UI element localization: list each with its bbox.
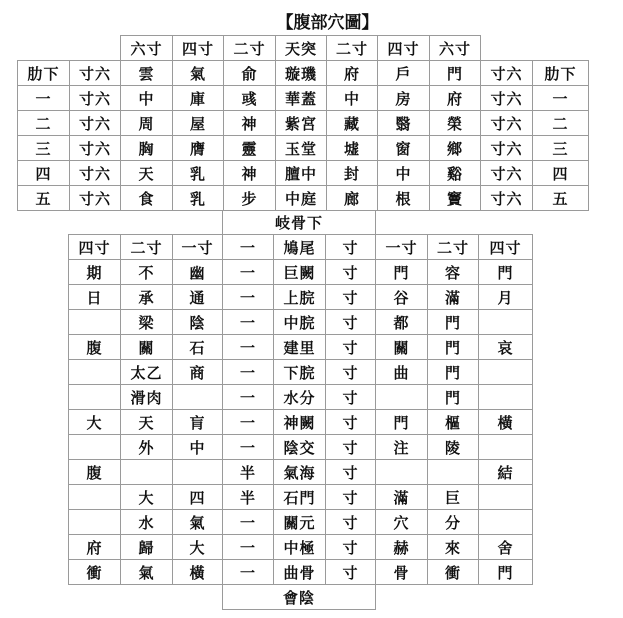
lower-table-cell: 門	[427, 384, 479, 410]
upper-table-cell: 寸六	[69, 160, 121, 186]
upper-table-cell: 一	[532, 85, 589, 111]
upper-table-cell: 寸六	[69, 110, 121, 136]
lower-table-cell: 氣	[120, 559, 173, 585]
upper-table-cell: 庫	[172, 85, 224, 111]
lower-table-cell: 一	[222, 384, 274, 410]
lower-table-cell: 寸	[325, 434, 376, 460]
lower-table-cell: 承	[120, 284, 173, 310]
lower-table-cell: 寸	[325, 559, 376, 585]
upper-table-cell: 胸	[120, 135, 173, 161]
upper-table-cell: 戶	[377, 60, 430, 86]
upper-table-cell: 府	[429, 85, 481, 111]
lower-table-cell: 一	[222, 259, 274, 285]
lower-table-cell: 一	[222, 409, 274, 435]
lower-table-cell: 寸	[325, 259, 376, 285]
lower-table-cell: 分	[427, 509, 479, 535]
lower-table-cell: 氣	[172, 509, 223, 535]
lower-table-cell: 滿	[375, 484, 428, 510]
upper-table-cell: 寸六	[480, 60, 533, 86]
upper-table-cell: 五	[532, 185, 589, 211]
lower-table-cell: 中	[172, 434, 223, 460]
lower-table-cell: 通	[172, 284, 223, 310]
upper-table-cell: 寸六	[480, 185, 533, 211]
lower-table-cell	[375, 459, 428, 485]
lower-table-cell	[68, 484, 121, 510]
lower-table-cell: 容	[427, 259, 479, 285]
lower-table-cell: 大	[120, 484, 173, 510]
lower-table-cell: 門	[427, 309, 479, 335]
lower-table-cell	[478, 484, 533, 510]
lower-table-cell: 中極	[273, 534, 326, 560]
lower-table-cell: 一	[222, 284, 274, 310]
upper-table-cell: 屋	[172, 110, 224, 136]
upper-table-cell: 根	[377, 185, 430, 211]
lower-table-cell: 水分	[273, 384, 326, 410]
middle-label-bottom: 會陰	[222, 584, 376, 610]
lower-table-cell: 外	[120, 434, 173, 460]
lower-table-cell: 橫	[172, 559, 223, 585]
lower-table-cell: 陵	[427, 434, 479, 460]
lower-table-cell: 滿	[427, 284, 479, 310]
upper-table-cell: 膻中	[275, 160, 327, 186]
lower-table-cell: 寸	[325, 534, 376, 560]
lower-table-cell	[375, 384, 428, 410]
lower-table-cell: 寸	[325, 409, 376, 435]
lower-table-cell: 門	[478, 559, 533, 585]
upper-header-cell: 二寸	[326, 35, 378, 61]
lower-table-cell: 寸	[325, 384, 376, 410]
lower-table-cell	[478, 509, 533, 535]
lower-header-cell: 一寸	[375, 234, 428, 260]
upper-table-cell: 藏	[326, 110, 378, 136]
lower-table-cell: 梁	[120, 309, 173, 335]
lower-table-cell: 門	[427, 359, 479, 385]
lower-table-cell	[68, 434, 121, 460]
upper-table-cell: 窗	[377, 135, 430, 161]
lower-table-cell: 一	[222, 509, 274, 535]
upper-table-cell: 榮	[429, 110, 481, 136]
upper-table-cell: 房	[377, 85, 430, 111]
lower-table-cell: 肓	[172, 409, 223, 435]
upper-table-cell: 寸六	[69, 85, 121, 111]
lower-table-cell	[478, 309, 533, 335]
page-title: 【腹部穴圖】	[276, 13, 379, 33]
lower-table-cell: 月	[478, 284, 533, 310]
lower-table-cell: 中脘	[273, 309, 326, 335]
upper-table-cell: 三	[17, 135, 70, 161]
lower-table-cell: 衝	[68, 559, 121, 585]
upper-table-cell: 五	[17, 185, 70, 211]
upper-table-cell: 寸六	[480, 85, 533, 111]
upper-header-cell: 四寸	[377, 35, 430, 61]
upper-header-cell: 四寸	[172, 35, 224, 61]
upper-table-cell: 中	[326, 85, 378, 111]
upper-table-cell: 步	[223, 185, 276, 211]
lower-table-cell: 大	[68, 409, 121, 435]
lower-table-cell: 都	[375, 309, 428, 335]
upper-table-cell: 寸六	[69, 135, 121, 161]
lower-header-cell: 一寸	[172, 234, 223, 260]
lower-table-cell: 寸	[325, 484, 376, 510]
upper-table-cell: 乳	[172, 185, 224, 211]
lower-table-cell: 寸	[325, 459, 376, 485]
lower-table-cell: 衝	[427, 559, 479, 585]
lower-header-cell: 一	[222, 234, 274, 260]
upper-table-cell: 竇	[429, 185, 481, 211]
upper-table-cell: 雲	[120, 60, 173, 86]
lower-table-cell: 門	[427, 334, 479, 360]
upper-table-cell: 紫宮	[275, 110, 327, 136]
lower-table-cell: 腹	[68, 459, 121, 485]
lower-table-cell: 半	[222, 484, 274, 510]
lower-header-cell: 寸	[325, 234, 376, 260]
lower-table-cell: 關	[375, 334, 428, 360]
lower-header-cell: 鳩尾	[273, 234, 326, 260]
lower-table-cell: 谷	[375, 284, 428, 310]
upper-table-cell: 肋下	[532, 60, 589, 86]
upper-table-cell: 墟	[326, 135, 378, 161]
lower-table-cell: 哀	[478, 334, 533, 360]
lower-table-cell: 四	[172, 484, 223, 510]
lower-table-cell: 寸	[325, 309, 376, 335]
lower-table-cell: 神闕	[273, 409, 326, 435]
lower-table-cell: 一	[222, 359, 274, 385]
lower-table-cell: 結	[478, 459, 533, 485]
lower-table-cell: 巨闕	[273, 259, 326, 285]
lower-table-cell: 寸	[325, 284, 376, 310]
lower-table-cell: 石	[172, 334, 223, 360]
lower-table-cell: 石門	[273, 484, 326, 510]
upper-table-cell: 三	[532, 135, 589, 161]
upper-table-cell: 二	[17, 110, 70, 136]
upper-table-cell: 四	[532, 160, 589, 186]
lower-table-cell: 赫	[375, 534, 428, 560]
lower-table-cell: 門	[375, 409, 428, 435]
lower-table-cell: 腹	[68, 334, 121, 360]
lower-table-cell: 穴	[375, 509, 428, 535]
lower-table-cell	[478, 359, 533, 385]
lower-table-cell: 門	[375, 259, 428, 285]
upper-table-cell: 廊	[326, 185, 378, 211]
upper-table-cell: 天	[120, 160, 173, 186]
upper-header-cell: 二寸	[223, 35, 276, 61]
upper-header-cell: 六寸	[120, 35, 173, 61]
lower-table-cell: 幽	[172, 259, 223, 285]
upper-table-cell: 一	[17, 85, 70, 111]
lower-table-cell: 一	[222, 434, 274, 460]
lower-table-cell: 府	[68, 534, 121, 560]
lower-table-cell: 上脘	[273, 284, 326, 310]
lower-table-cell	[68, 509, 121, 535]
upper-table-cell: 神	[223, 160, 276, 186]
upper-table-cell: 二	[532, 110, 589, 136]
lower-table-cell: 巨	[427, 484, 479, 510]
lower-table-cell	[68, 384, 121, 410]
lower-table-cell	[427, 459, 479, 485]
lower-table-cell	[120, 459, 173, 485]
lower-table-cell: 建里	[273, 334, 326, 360]
lower-table-cell: 舍	[478, 534, 533, 560]
upper-table-cell: 封	[326, 160, 378, 186]
lower-table-cell: 日	[68, 284, 121, 310]
upper-table-cell: 靈	[223, 135, 276, 161]
lower-table-cell: 注	[375, 434, 428, 460]
lower-table-cell	[68, 359, 121, 385]
lower-table-cell: 太乙	[120, 359, 173, 385]
upper-table-cell: 食	[120, 185, 173, 211]
lower-table-cell: 滑肉	[120, 384, 173, 410]
upper-table-cell: 府	[326, 60, 378, 86]
lower-table-cell: 歸	[120, 534, 173, 560]
upper-table-cell: 寸六	[480, 135, 533, 161]
lower-table-cell: 商	[172, 359, 223, 385]
upper-table-cell: 華蓋	[275, 85, 327, 111]
lower-table-cell: 水	[120, 509, 173, 535]
lower-table-cell: 寸	[325, 359, 376, 385]
lower-table-cell: 一	[222, 534, 274, 560]
lower-header-cell: 二寸	[427, 234, 479, 260]
upper-table-cell: 彧	[223, 85, 276, 111]
upper-table-cell: 寸六	[480, 160, 533, 186]
lower-table-cell	[172, 459, 223, 485]
upper-table-cell: 中庭	[275, 185, 327, 211]
upper-table-cell: 寸六	[480, 110, 533, 136]
lower-table-cell: 關	[120, 334, 173, 360]
lower-header-cell: 二寸	[120, 234, 173, 260]
lower-table-cell: 氣海	[273, 459, 326, 485]
upper-table-cell: 膺	[172, 135, 224, 161]
upper-table-cell: 中	[377, 160, 430, 186]
lower-table-cell: 寸	[325, 509, 376, 535]
lower-table-cell: 樞	[427, 409, 479, 435]
lower-table-cell: 來	[427, 534, 479, 560]
lower-table-cell: 曲	[375, 359, 428, 385]
lower-table-cell	[478, 434, 533, 460]
lower-table-cell: 期	[68, 259, 121, 285]
lower-table-cell: 門	[478, 259, 533, 285]
upper-table-cell: 俞	[223, 60, 276, 86]
upper-table-cell: 中	[120, 85, 173, 111]
upper-table-cell: 四	[17, 160, 70, 186]
upper-table-cell: 翳	[377, 110, 430, 136]
lower-table-cell: 不	[120, 259, 173, 285]
upper-table-cell: 氣	[172, 60, 224, 86]
lower-table-cell: 天	[120, 409, 173, 435]
upper-header-cell: 天突	[275, 35, 327, 61]
lower-table-cell: 一	[222, 309, 274, 335]
lower-table-cell	[68, 309, 121, 335]
upper-table-cell: 肋下	[17, 60, 70, 86]
upper-table-cell: 璇璣	[275, 60, 327, 86]
lower-table-cell: 陰交	[273, 434, 326, 460]
lower-header-cell: 四寸	[478, 234, 533, 260]
lower-table-cell: 一	[222, 559, 274, 585]
upper-table-cell: 玉堂	[275, 135, 327, 161]
upper-table-cell: 周	[120, 110, 173, 136]
upper-table-cell: 門	[429, 60, 481, 86]
upper-table-cell: 乳	[172, 160, 224, 186]
middle-label-top: 岐骨下	[222, 210, 376, 235]
lower-table-cell: 橫	[478, 409, 533, 435]
lower-table-cell: 半	[222, 459, 274, 485]
lower-table-cell: 骨	[375, 559, 428, 585]
lower-table-cell	[478, 384, 533, 410]
lower-header-cell: 四寸	[68, 234, 121, 260]
upper-header-cell: 六寸	[429, 35, 481, 61]
upper-table-cell: 寸六	[69, 60, 121, 86]
lower-table-cell: 陰	[172, 309, 223, 335]
upper-table-cell: 鄉	[429, 135, 481, 161]
lower-table-cell: 寸	[325, 334, 376, 360]
lower-table-cell	[172, 384, 223, 410]
lower-table-cell: 一	[222, 334, 274, 360]
upper-table-cell: 神	[223, 110, 276, 136]
lower-table-cell: 關元	[273, 509, 326, 535]
upper-table-cell: 寸六	[69, 185, 121, 211]
lower-table-cell: 下脘	[273, 359, 326, 385]
upper-table-cell: 谿	[429, 160, 481, 186]
lower-table-cell: 曲骨	[273, 559, 326, 585]
lower-table-cell: 大	[172, 534, 223, 560]
